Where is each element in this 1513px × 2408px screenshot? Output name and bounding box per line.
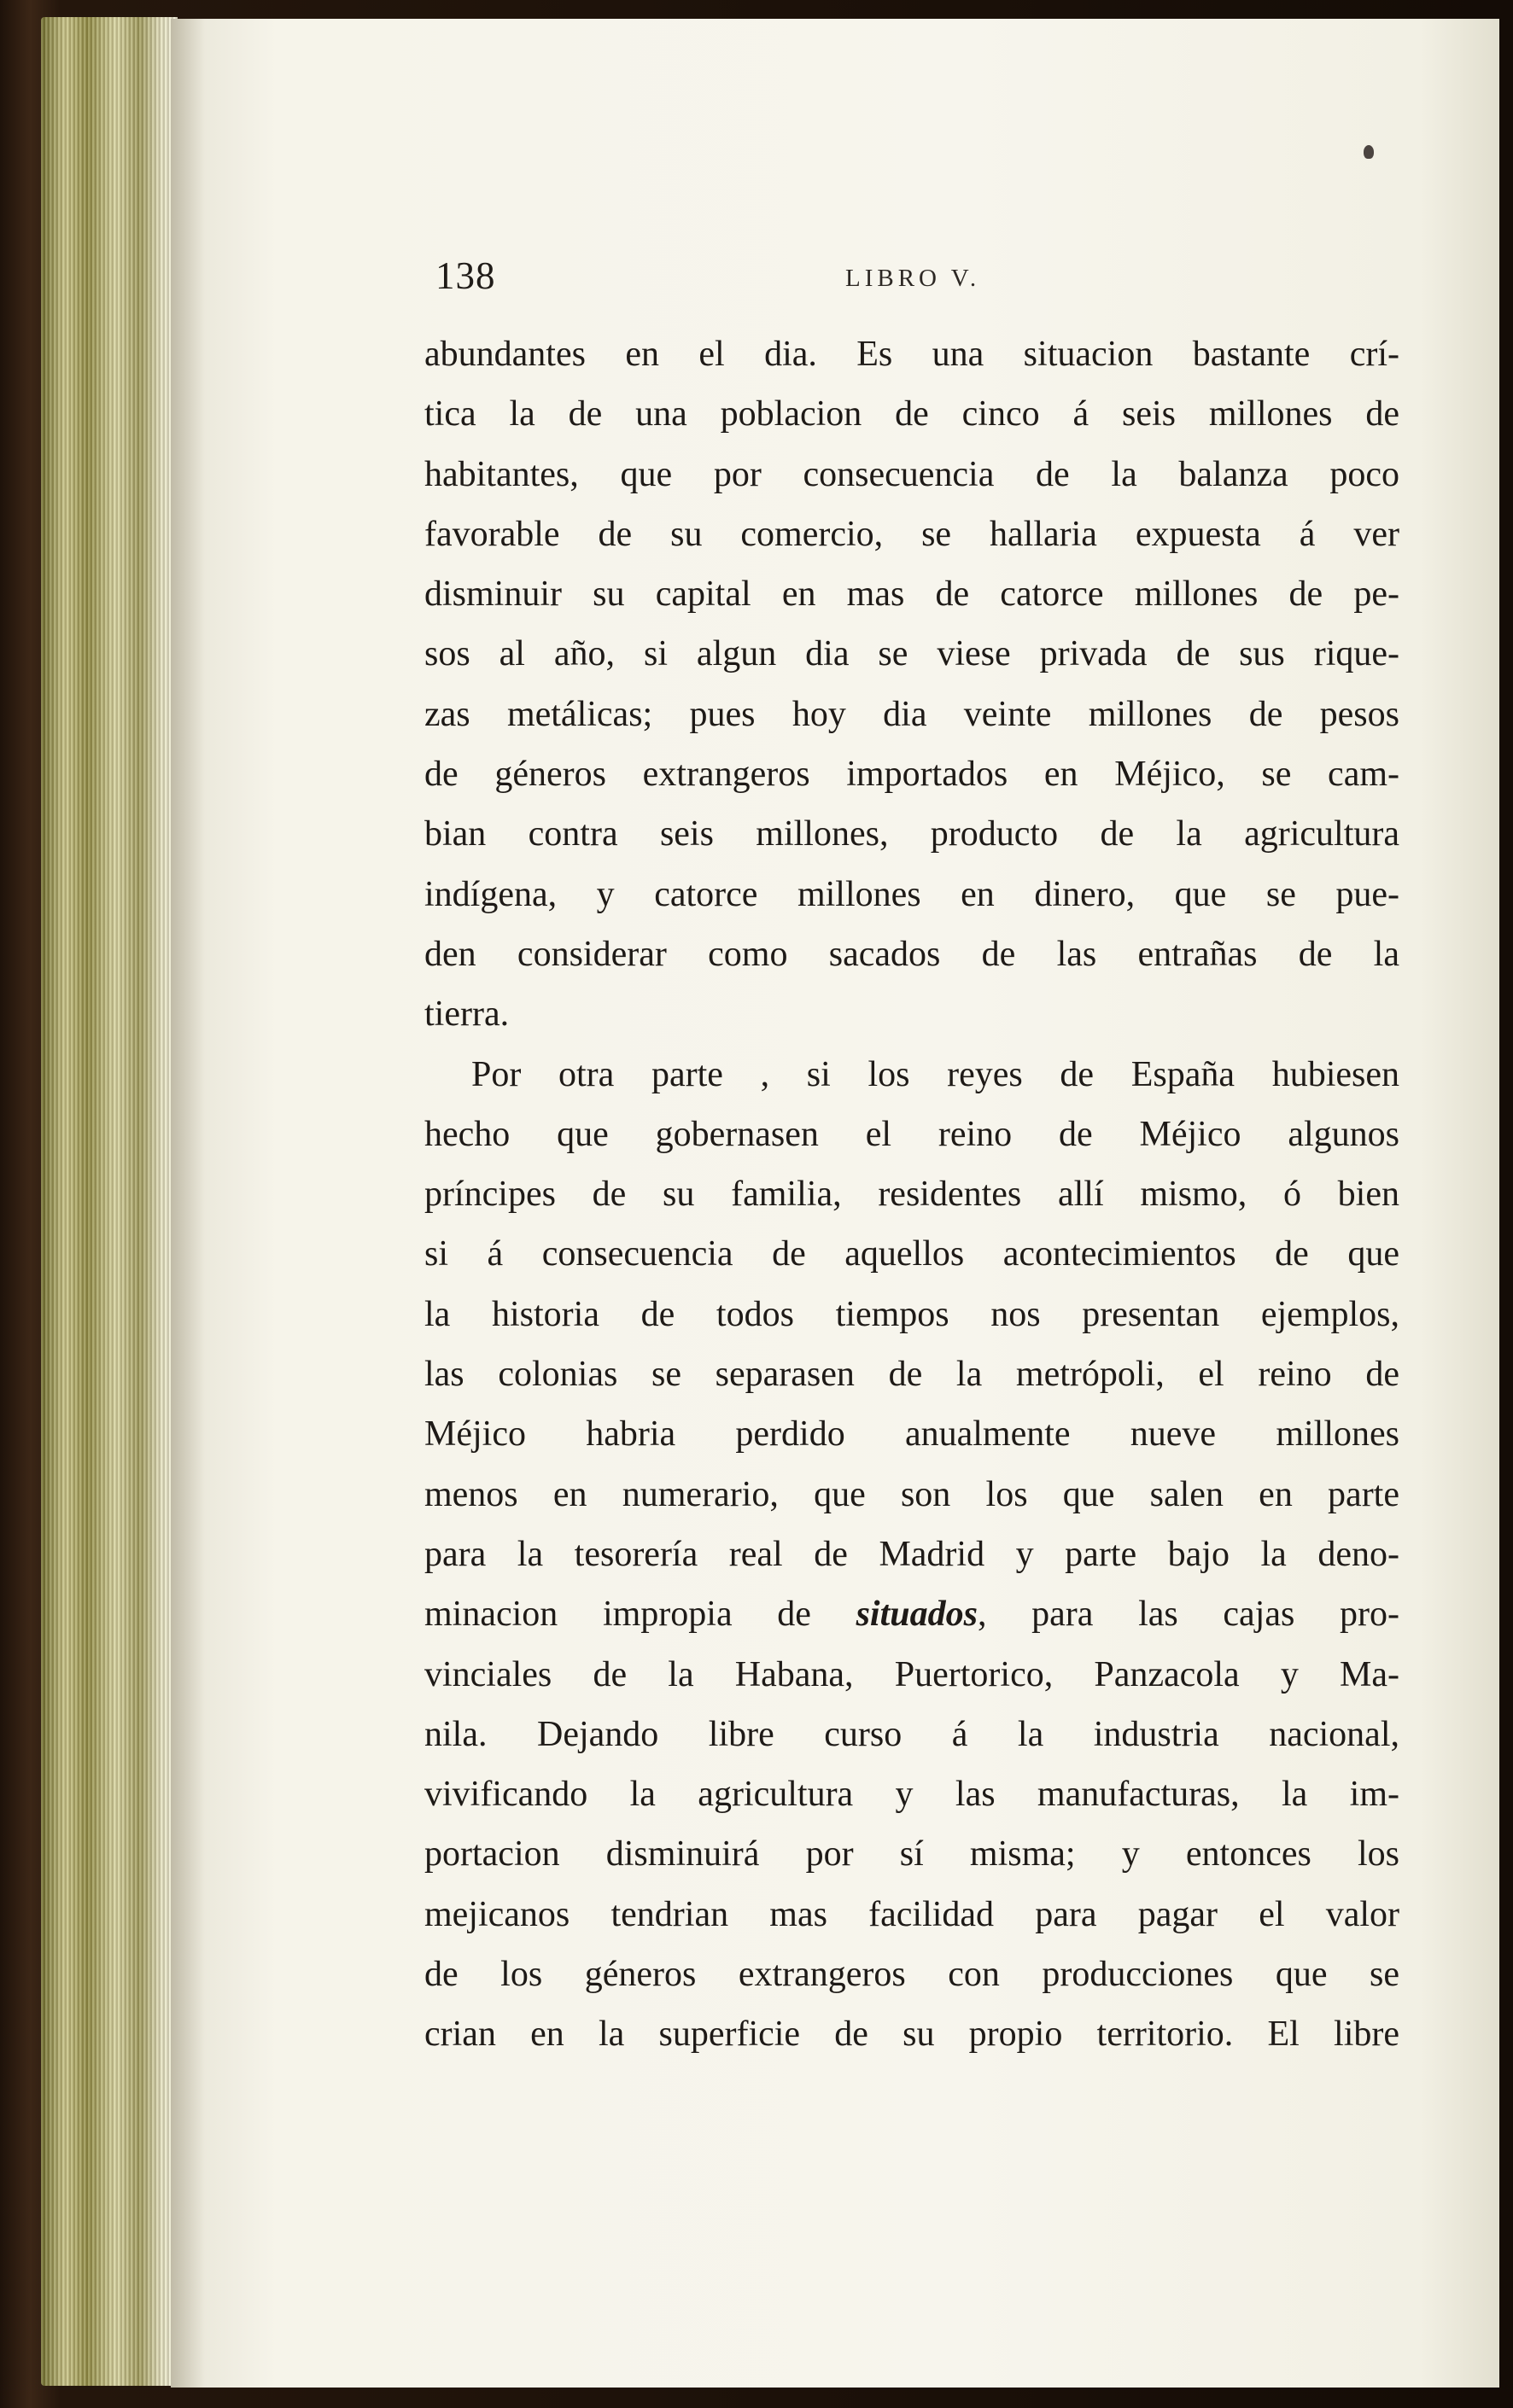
- text-line: las colonias se separasen de la metrópoli, el reino de: [424, 1355, 1399, 1395]
- page-number: 138: [435, 254, 496, 297]
- text-segment: minacion impropia de: [424, 1595, 811, 1635]
- text-line: disminuir su capital en mas de catorce millones de pe-: [424, 574, 1399, 615]
- text-line: sos al año, si algun dia se viese privada de sus rique-: [424, 634, 1399, 674]
- text-line: portacion disminuirá por sí misma; y entonces los: [424, 1834, 1399, 1875]
- text-line: den considerar como sacados de las entrañas de la: [424, 934, 1399, 974]
- paragraph-first-line: Por otra parte , si los reyes de España hubiesen: [471, 1054, 1399, 1094]
- body-text: [424, 324, 1399, 2065]
- text-line: hecho que gobernasen el reino de Méjico algunos: [424, 1114, 1399, 1154]
- text-line: tierra.: [424, 994, 510, 1035]
- binding-shadow: [171, 19, 205, 2388]
- ink-speck: [1364, 145, 1374, 159]
- text-line: bian contra seis millones, producto de la agricultura: [424, 814, 1399, 854]
- italic-term: situados: [856, 1595, 978, 1635]
- text-line: tica la de una poblacion de cinco á seis millones de: [424, 394, 1399, 434]
- text-line: nila. Dejando libre curso á la industria nacional,: [424, 1714, 1399, 1754]
- text-line: de géneros extrangeros importados en Méjico, se cam-: [424, 755, 1399, 795]
- text-line: vivificando la agricultura y las manufacturas, la im-: [424, 1775, 1399, 1815]
- text-line: mejicanos tendrian mas facilidad para pagar el valor: [424, 1894, 1399, 1934]
- text-line: indígena, y catorce millones en dinero, que se pue-: [424, 874, 1399, 914]
- text-line-with-italic: [424, 1584, 1399, 1644]
- text-line: si á consecuencia de aquellos acontecimientos de que: [424, 1234, 1399, 1274]
- text-line: de los géneros extrangeros con producciones que se: [424, 1955, 1399, 1995]
- text-line: menos en numerario, que son los que salen en parte: [424, 1474, 1399, 1514]
- text-segment: , para las cajas pro-: [977, 1595, 1399, 1635]
- text-line: zas metálicas; pues hoy dia veinte millones de pesos: [424, 694, 1399, 734]
- text-line: habitantes, que por consecuencia de la balanza poco: [424, 454, 1399, 494]
- text-line: vinciales de la Habana, Puertorico, Panzacola y Ma-: [424, 1654, 1399, 1694]
- text-line: príncipes de su familia, residentes allí mismo, ó bien: [424, 1175, 1399, 1215]
- text-line: abundantes en el dia. Es una situacion bastante crí-: [424, 335, 1399, 374]
- text-line: favorable de su comercio, se hallaria expuesta á ver: [424, 514, 1399, 554]
- text-line: crian en la superficie de su propio territorio. El libre: [424, 2014, 1399, 2055]
- text-line: para la tesorería real de Madrid y parte bajo la deno-: [424, 1534, 1399, 1574]
- chapter-heading: LIBRO V.: [845, 265, 981, 292]
- text-line: la historia de todos tiempos nos presentan ejemplos,: [424, 1294, 1399, 1334]
- page-edges: [41, 17, 178, 2386]
- text-line: Méjico habria perdido anualmente nueve millones: [424, 1414, 1399, 1455]
